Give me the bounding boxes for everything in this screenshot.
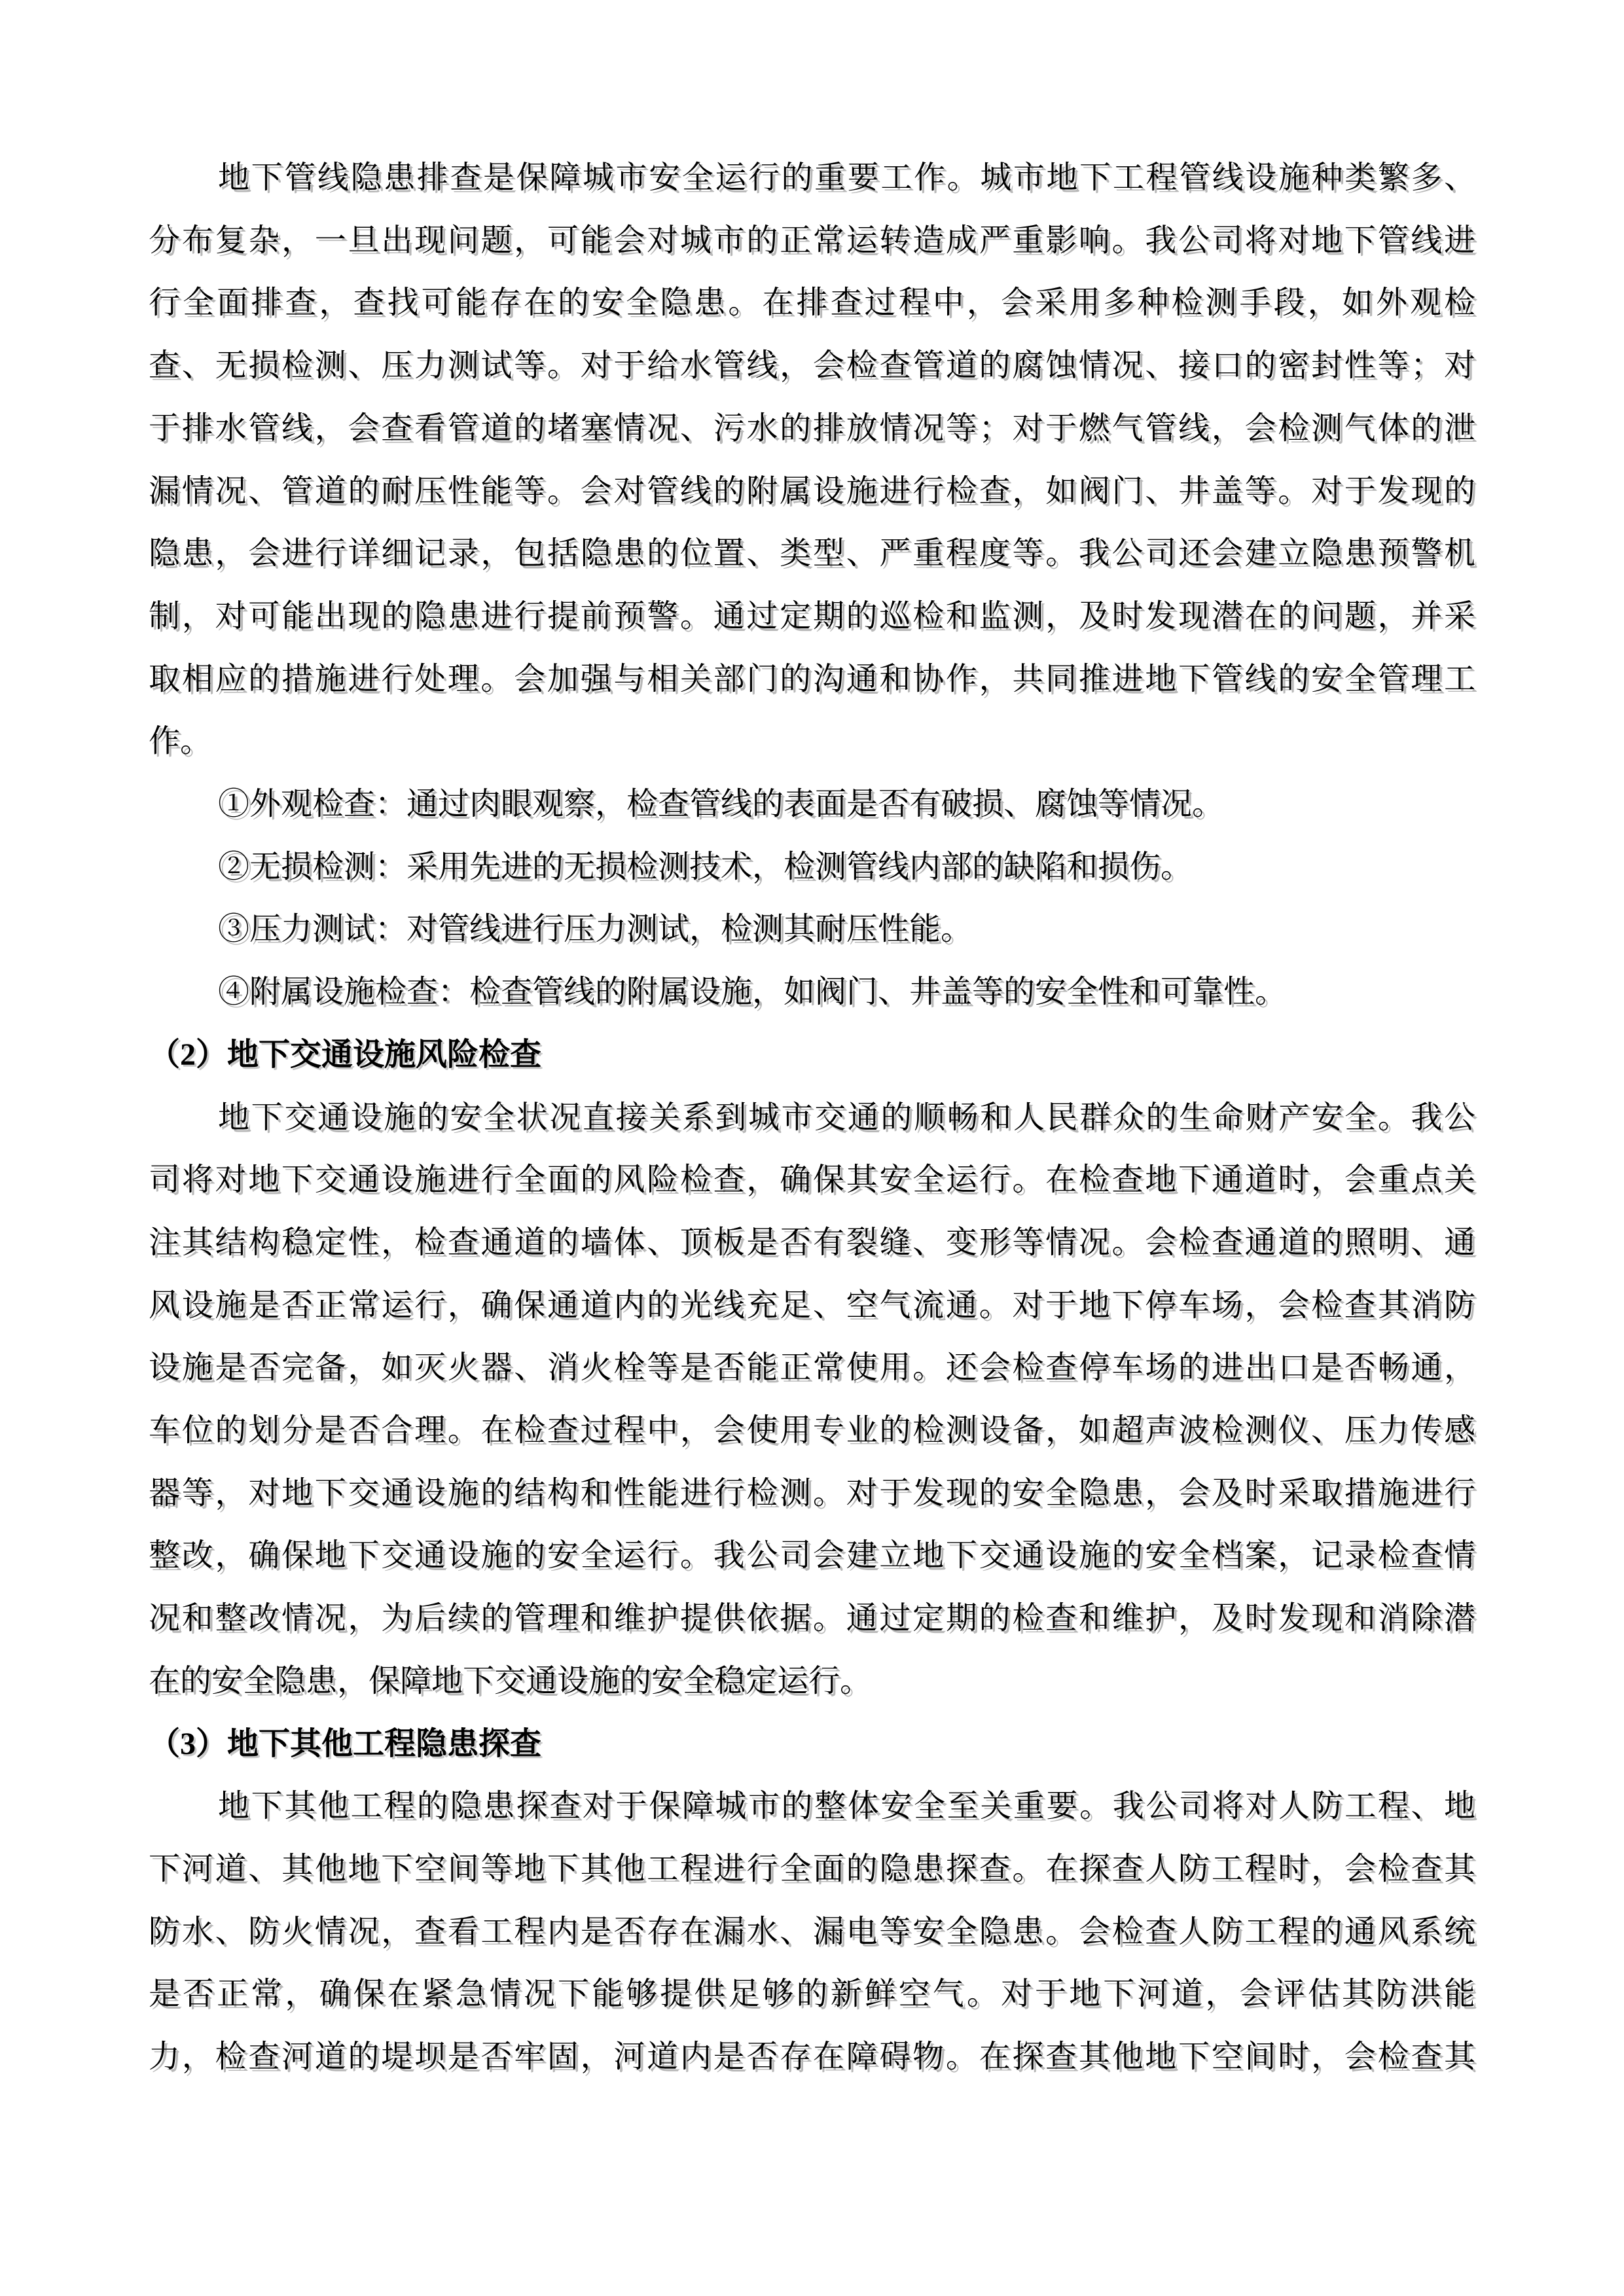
paragraph-line: 车位的划分是否合理。在检查过程中，会使用专业的检测设备，如超声波检测仪、压力传感 [149, 1413, 1475, 1448]
paragraph-line: 器等，对地下交通设施的结构和性能进行检测。对于发现的安全隐患，会及时采取措施进行 [149, 1475, 1475, 1511]
paragraph-line: 是否正常，确保在紧急情况下能够提供足够的新鲜空气。对于地下河道，会评估其防洪能 [149, 1977, 1475, 2012]
paragraph-line: 况和整改情况，为后续的管理和维护提供依据。通过定期的检查和维护，及时发现和消除潜 [149, 1601, 1475, 1636]
paragraph-line: 地下管线隐患排查是保障城市安全运行的重要工作。城市地下工程管线设施种类繁多、 [218, 160, 1475, 195]
paragraph-line: 分布复杂，一旦出现问题，可能会对城市的正常运转造成严重影响。我公司将对地下管线进 [149, 223, 1475, 258]
list-item-auxiliary-check: ④附属设施检查：检查管线的附属设施，如阀门、井盖等的安全性和可靠性。 [218, 975, 1287, 1010]
paragraph-line: 整改，确保地下交通设施的安全运行。我公司会建立地下交通设施的安全档案，记录检查情 [149, 1538, 1475, 1573]
section-number: （3） [149, 1726, 228, 1761]
paragraph-line: 力，检查河道的堤坝是否牢固，河道内是否存在障碍物。在探查其他地下空间时，会检查其 [149, 2039, 1475, 2075]
paragraph-line: 地下其他工程的隐患探查对于保障城市的整体安全至关重要。我公司将对人防工程、地 [218, 1789, 1475, 1824]
paragraph-line: 在的安全隐患，保障地下交通设施的安全稳定运行。 [149, 1663, 872, 1698]
page-content [149, 147, 1475, 2089]
section-heading-2 [149, 1024, 1475, 1086]
paragraph-line: 地下交通设施的安全状况直接关系到城市交通的顺畅和人民群众的生命财产安全。我公 [218, 1100, 1475, 1135]
section-heading-3 [149, 1713, 1475, 1776]
paragraph-line: 设施是否完备，如灭火器、消火栓等是否能正常使用。还会检查停车场的进出口是否畅通， [149, 1350, 1475, 1386]
paragraph-line: 注其结构稳定性，检查通道的墙体、顶板是否有裂缝、变形等情况。会检查通道的照明、通 [149, 1225, 1475, 1260]
section-number: （2） [149, 1037, 228, 1072]
paragraph-line: 下河道、其他地下空间等地下其他工程进行全面的隐患探查。在探查人防工程时，会检查其 [149, 1851, 1475, 1886]
list-item-ndt: ②无损检测：采用先进的无损检测技术，检测管线内部的缺陷和损伤。 [218, 849, 1193, 884]
paragraph-line: 于排水管线，会查看管道的堵塞情况、污水的排放情况等；对于燃气管线，会检测气体的泄 [149, 410, 1475, 446]
paragraph-line: 隐患，会进行详细记录，包括隐患的位置、类型、严重程度等。我公司还会建立隐患预警机 [149, 536, 1475, 571]
paragraph-line: 查、无损检测、压力测试等。对于给水管线，会检查管道的腐蚀情况、接口的密封性等；对 [149, 348, 1475, 384]
paragraph-line: 制，对可能出现的隐患进行提前预警。通过定期的巡检和监测，及时发现潜在的问题，并采 [149, 598, 1475, 634]
paragraph-line: 漏情况、管道的耐压性能等。会对管线的附属设施进行检查，如阀门、井盖等。对于发现的 [149, 473, 1475, 509]
list-item-pressure-test: ③压力测试：对管线进行压力测试，检测其耐压性能。 [218, 912, 973, 947]
paragraph-line: 取相应的措施进行处理。会加强与相关部门的沟通和协作，共同推进地下管线的安全管理工 [149, 661, 1475, 696]
section-title: 地下其他工程隐患探查 [227, 1726, 542, 1761]
paragraph-line: 司将对地下交通设施进行全面的风险检查，确保其安全运行。在检查地下通道时，会重点关 [149, 1162, 1475, 1198]
paragraph-line: 作。 [149, 724, 212, 759]
paragraph-line: 防水、防火情况，查看工程内是否存在漏水、漏电等安全隐患。会检查人防工程的通风系统 [149, 1914, 1475, 1949]
list-item-visual-inspection: ①外观检查：通过肉眼观察，检查管线的表面是否有破损、腐蚀等情况。 [218, 787, 1224, 822]
paragraph-line: 风设施是否正常运行，确保通道内的光线充足、空气流通。对于地下停车场，会检查其消防 [149, 1287, 1475, 1323]
paragraph-line: 行全面排查，查找可能存在的安全隐患。在排查过程中，会采用多种检测手段，如外观检 [149, 285, 1475, 321]
section-title: 地下交通设施风险检查 [227, 1037, 542, 1072]
